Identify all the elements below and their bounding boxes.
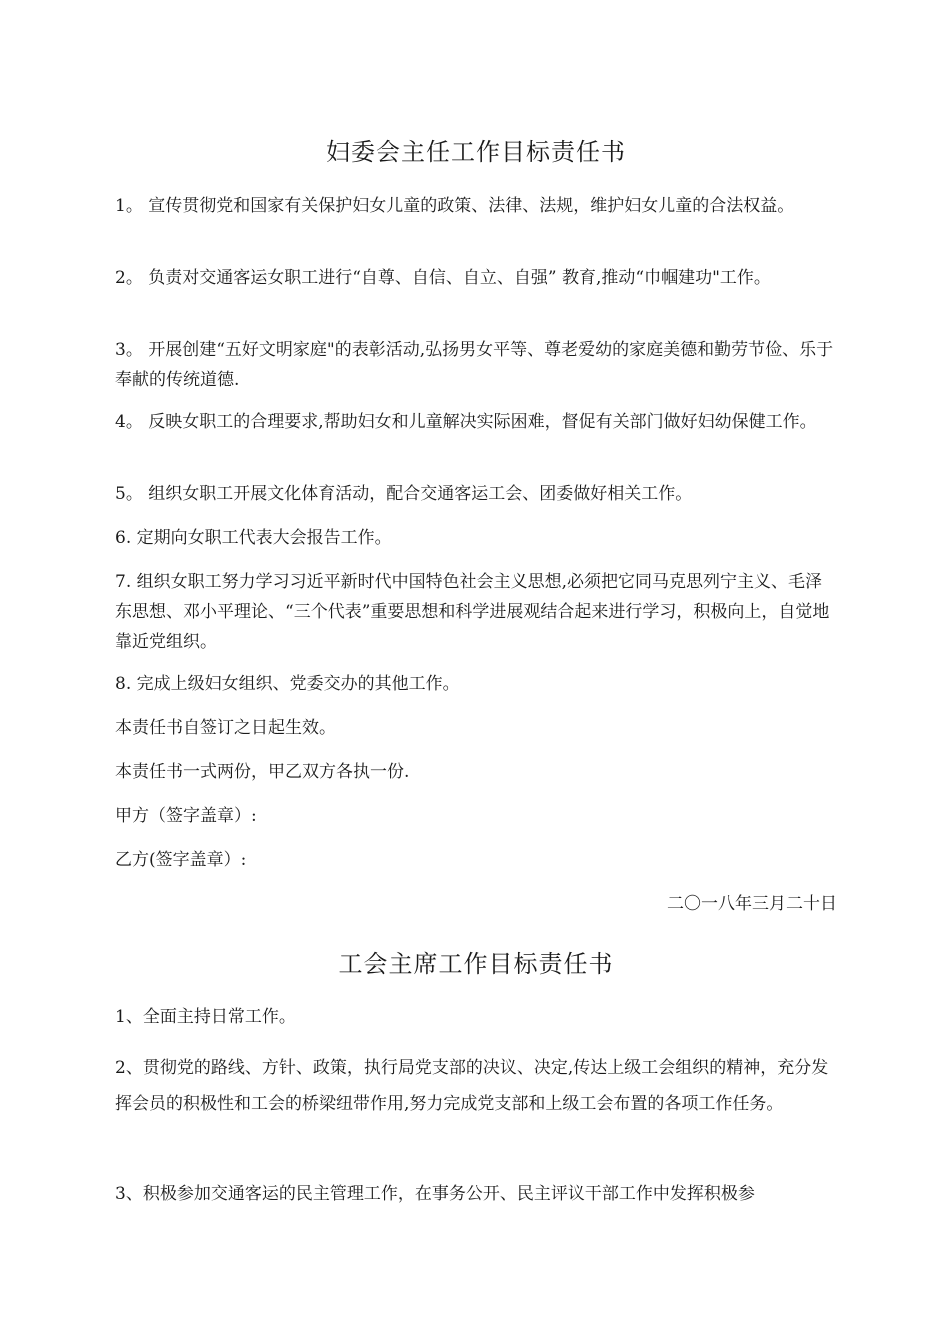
- doc1-party-b: 乙方(签字盖章）:: [115, 850, 247, 870]
- doc1-item-3: 3。 开展创建“五好文明家庭"的表彰活动,弘扬男女平等、尊老爱幼的家庭美德和勤劳节俭、乐于奉献的传统道德.: [115, 340, 834, 390]
- doc1-item-7: 7. 组织女职工努力学习习近平新时代中国特色社会主义思想,必须把它同马克思列宁主义、毛泽东思想、邓小平理论、“三个代表”重要思想和科学进展观结合起来进行学习，积极向上，自觉地靠近党组织。: [115, 572, 830, 652]
- doc1-date: 二〇一八年三月二十日: [667, 894, 837, 914]
- doc2-item-1: 1、全面主持日常工作。: [115, 1007, 296, 1027]
- doc1-item-1: 1。 宣传贯彻党和国家有关保护妇女儿童的政策、法律、法规，维护妇女儿童的合法权益。: [115, 196, 795, 216]
- doc1-item-6: 6. 定期向女职工代表大会报告工作。: [115, 528, 392, 548]
- document-page: [115, 0, 837, 1344]
- doc1-item-4: 4。 反映女职工的合理要求,帮助妇女和儿童解决实际困难，督促有关部门做好妇幼保健工作。: [115, 412, 817, 432]
- doc2-item-2: 2、贯彻党的路线、方针、政策，执行局党支部的决议、决定,传达上级工会组织的精神，充分发挥会员的积极性和工会的桥梁纽带作用,努力完成党支部和上级工会布置的各项工作任务。: [115, 1058, 829, 1114]
- doc1-item-5: 5。 组织女职工开展文化体育活动，配合交通客运工会、团委做好相关工作。: [115, 484, 693, 504]
- doc2-item-3: 3、积极参加交通客运的民主管理工作，在事务公开、民主评议干部工作中发挥积极参: [115, 1184, 755, 1204]
- doc1-copies: 本责任书一式两份，甲乙双方各执一份.: [115, 762, 410, 782]
- doc2-title: 工会主席工作目标责任书: [338, 950, 614, 978]
- doc1-item-8: 8. 完成上级妇女组织、党委交办的其他工作。: [115, 674, 460, 694]
- doc1-party-a: 甲方（签字盖章）:: [115, 806, 257, 826]
- doc1-item-2: 2。 负责对交通客运女职工进行“自尊、自信、自立、自强” 教育,推动“巾帼建功"工作。: [115, 268, 771, 288]
- doc1-effective: 本责任书自签订之日起生效。: [115, 718, 336, 738]
- doc1-title: 妇委会主任工作目标责任书: [326, 138, 626, 166]
